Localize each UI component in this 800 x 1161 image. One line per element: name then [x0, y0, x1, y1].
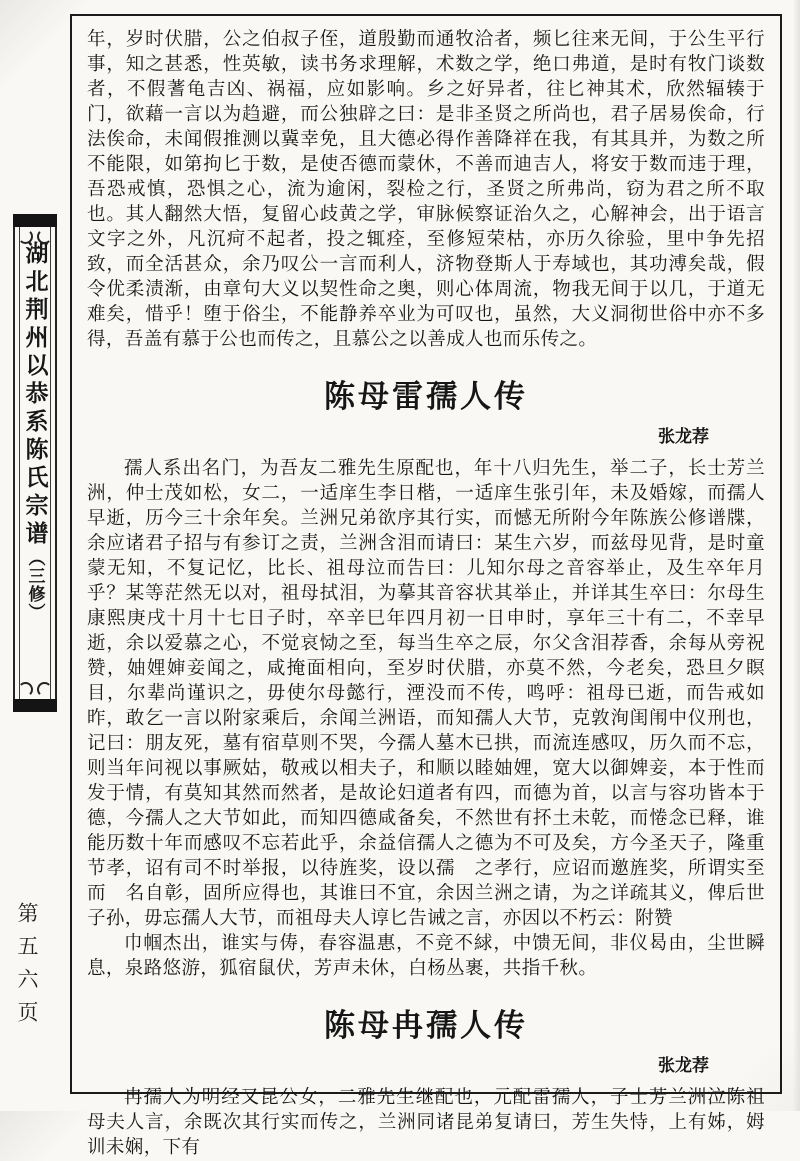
- continuation-paragraph: 年，岁时伏腊，公之伯叔子侄，道殷勤而通牧洽者，频匕往来无间，于公生平行事，知之甚悉，性英敏，读书务求理解，术数之学，绝口弗道，是时有牧门谈数者，不假蓍龟吉凶、祸福，应如影响。乡之好异者，往匕神其术，欣然辐辏于门，欲藉一言以为趋避，而公独辟之曰：是非圣贤之所尚也，君子居易俟命，行法俟命，未闻假推测以冀幸免，且大德必得作善降祥在我，有其具并，为数之所不能限，如第拘匕于数，是使否德而蒙休，不善而迪吉人，将安于数而违于理，吾恐戒慎，恐惧之心，流为逾闲，裂检之行，圣贤之所弗尚，窃为君之所不取也。其人翻然大悟，复留心歧黄之学，审脉候察证治久之，心解神会，出于语言文字之外，凡沉疴不起者，投之辄痊，至修短荣枯，亦历久徐验，里中争先招致，而全活甚众，余乃叹公一言而利人，济物登斯人于寿域也，其功溥矣哉，假令优柔渍渐，由章句大义以契性命之奥，则心体周流，物我无间于以几，于道无难矣，惜乎！堕于俗尘，不能静养卒业为可叹也，虽然，大义洞彻世俗中亦不多得，吾盖有慕于公也而传之，且慕公之以善成人也而乐传之。: [87, 30, 765, 350]
- biography-paragraph: 孺人系出名门，为吾友二雅先生原配也，年十八归先生，举二子，长士芳兰洲，仲士茂如松，女二，一适庠生李日楷，一适庠生张引年，未及婚嫁，而孺人早逝，历今三十余年矣。兰洲兄弟欲序其行实，而憾无所附今年陈族公修谱牒，余应诸君子招与有参订之责，兰洲含泪而请曰：某生六岁，而兹母见背，是时童蒙无知，不复记忆，比长、祖母泣而告曰：儿知尔母之音容举止，及生卒年月乎？某等茫然无以对，祖母拭泪，为摹其音容状其举止，并详其生卒曰：尔母生康熙庚戌十月十七日子时，卒辛巳年四月初一日申时，享年三十有二，不幸早逝，余以爱慕之心，不觉哀恸之至，每当生卒之辰，尔父含泪荐香，余每从旁祝赞，妯娌婶妾闻之，咸掩面相向，至岁时伏腊，亦莫不然，今老矣，恐旦夕瞑目，尔辈尚谨识之，毋使尔母懿行，湮没而不传，鸣呼：祖母已逝，而告戒如昨，敢乞一言以附家乘后，余闻兰洲语，而知孺人大节，克敦洵闺闱中仪刑也，记曰：朋友死，墓有宿草则不哭，今孺人墓木已拱，而流连感叹，历久而不忘，则当年问视以事厥姑，敬戒以相夫子，和顺以睦妯娌，宽大以御婢妾，本于性而发于情，有莫知其然而然者，是故论妇道者有四，而德为首，以言与容功皆本于德，今孺人之大节如此，而知四德咸备矣，不然世有抔土未乾，而惓念已释，谁能历数十年而感叹不忘若此乎，余益信孺人之德为不可及矣，方今圣天子，隆重节孝，诏有司不时举报，以待旌奖，设以孺 之孝行，应诏而邀旌奖，所谓实至而 名自彰，固所应得也，其谁曰不宜，余因兰洲之请，为之详疏其义，俾后世子孙，毋忘孺人大节，而祖母夫人谆匕告诫之言，亦因以不朽云：附赞: [87, 459, 765, 929]
- section-title-chen-mu-ran: 陈母冉孺人传: [324, 1008, 528, 1043]
- page-edge-shadow: [793, 0, 800, 1111]
- page-number: 第五六页: [15, 902, 39, 1034]
- spine-title-tablet: [13, 214, 57, 714]
- eulogy-verse: 巾帼杰出，谁实与俦，春容温惠，不竞不絿，中馈无间，非仪曷由，尘世瞬息，泉路悠游，狐宿鼠伏，芳声未休，白杨丛裹，共指千秋。: [87, 934, 765, 979]
- genealogy-spine-title: [24, 241, 47, 621]
- tablet-inner-line: [19, 227, 20, 699]
- tablet-corner-ornament: [18, 229, 33, 244]
- biography-paragraph: 冉孺人为明经又昆公女，二雅先生继配也，元配雷孺人，子士芳兰洲泣陈祖母夫人言，余既次其行实而传之，兰洲同诸昆弟复请曰，芳生失恃，上有姊，姆训未娴，下有: [87, 1088, 765, 1158]
- author-name: 张龙荐: [658, 1056, 709, 1075]
- spine-subtitle-text: （三修）: [25, 549, 45, 621]
- author-name: 张龙荐: [658, 427, 709, 446]
- tablet-inner-line: [50, 227, 51, 699]
- tablet-frame: [13, 227, 57, 699]
- content-frame: [70, 14, 782, 1158]
- tablet-bottom-bar: [13, 699, 57, 712]
- tablet-corner-ornament: [37, 229, 52, 244]
- tablet-corner-ornament: [18, 682, 33, 697]
- section-title-chen-mu-lei: 陈母雷孺人传: [324, 379, 528, 414]
- tablet-top-bar: [13, 214, 57, 227]
- spine-title-text: 湖北荆州以恭系陈氏宗谱: [22, 241, 48, 549]
- tablet-corner-ornament: [37, 682, 52, 697]
